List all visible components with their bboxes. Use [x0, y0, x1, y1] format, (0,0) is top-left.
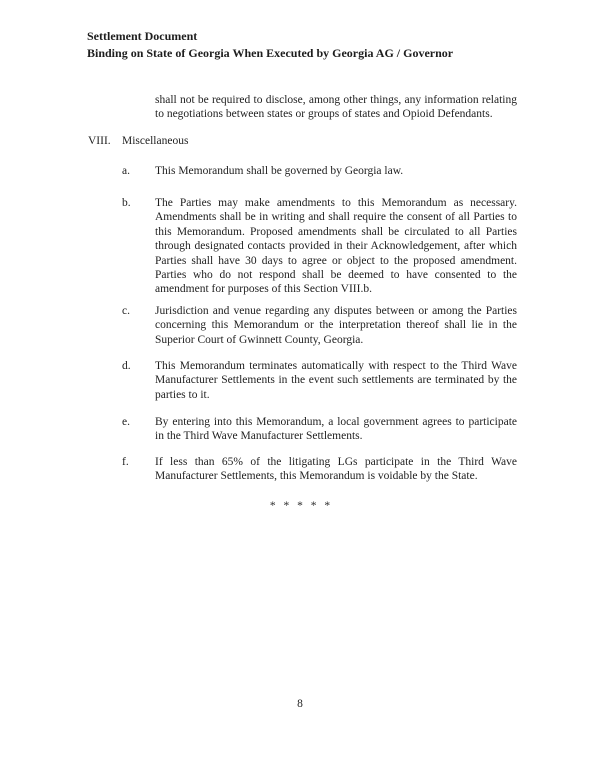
list-item-d — [122, 359, 517, 402]
list-item-e — [122, 415, 517, 444]
asterisk-separator: * * * * * — [269, 500, 331, 512]
section-number: VIII. — [88, 135, 111, 147]
list-item-text: By entering into this Memorandum, a local government agrees to participate in the Third Wave Manufacturer Settlements. — [155, 416, 517, 443]
header-title-line: Settlement Document — [87, 29, 198, 43]
continuation-paragraph: shall not be required to disclose, among other things, any information relating to negotiations between states or groups of states and Opioid Defendants. — [155, 94, 517, 121]
list-item-text: Jurisdiction and venue regarding any disputes between or among the Parties concerning this Memorandum or the interpretation thereof shall lie in the Superior Court of Gwinnett County, Georgia. — [155, 305, 517, 346]
list-item-text: If less than 65% of the litigating LGs participate in the Third Wave Manufacturer Settlements, this Memorandum is voidable by the State. — [155, 456, 517, 483]
list-item-a — [122, 164, 517, 178]
list-item-letter: a. — [122, 165, 130, 177]
list-item-f — [122, 455, 517, 484]
list-item-letter: c. — [122, 305, 130, 317]
list-item-text: The Parties may make amendments to this Memorandum as necessary. Amendments shall be in writing and shall require the consent of all Parties to this Memorandum. Proposed amendments shall be circulated to all Parties through designated contacts provided in their Acknowledgement, after which Parties shall have 30 days to agree or object to the proposed amendment. Parties who do not respond shall be deemed to have consented to the amendment for purposes of this Section VIII.b. — [155, 197, 517, 296]
list-item-letter: b. — [122, 197, 131, 209]
list-item-letter: e. — [122, 416, 130, 428]
list-item-text: This Memorandum terminates automatically with respect to the Third Wave Manufacturer Settlements in the event such settlements are terminated by the parties to it. — [155, 360, 517, 401]
list-item-c — [122, 304, 517, 347]
list-item-text: This Memorandum shall be governed by Georgia law. — [155, 165, 404, 177]
list-item-letter: d. — [122, 360, 131, 372]
section-heading — [88, 134, 188, 148]
list-item-b — [122, 196, 517, 297]
list-item-letter: f. — [122, 456, 129, 468]
section-title: Miscellaneous — [122, 135, 189, 147]
document-header — [87, 28, 453, 62]
page-number: 8 — [297, 698, 303, 710]
header-binding-line: Binding on State of Georgia When Executed by Georgia AG / Governor — [87, 46, 454, 60]
